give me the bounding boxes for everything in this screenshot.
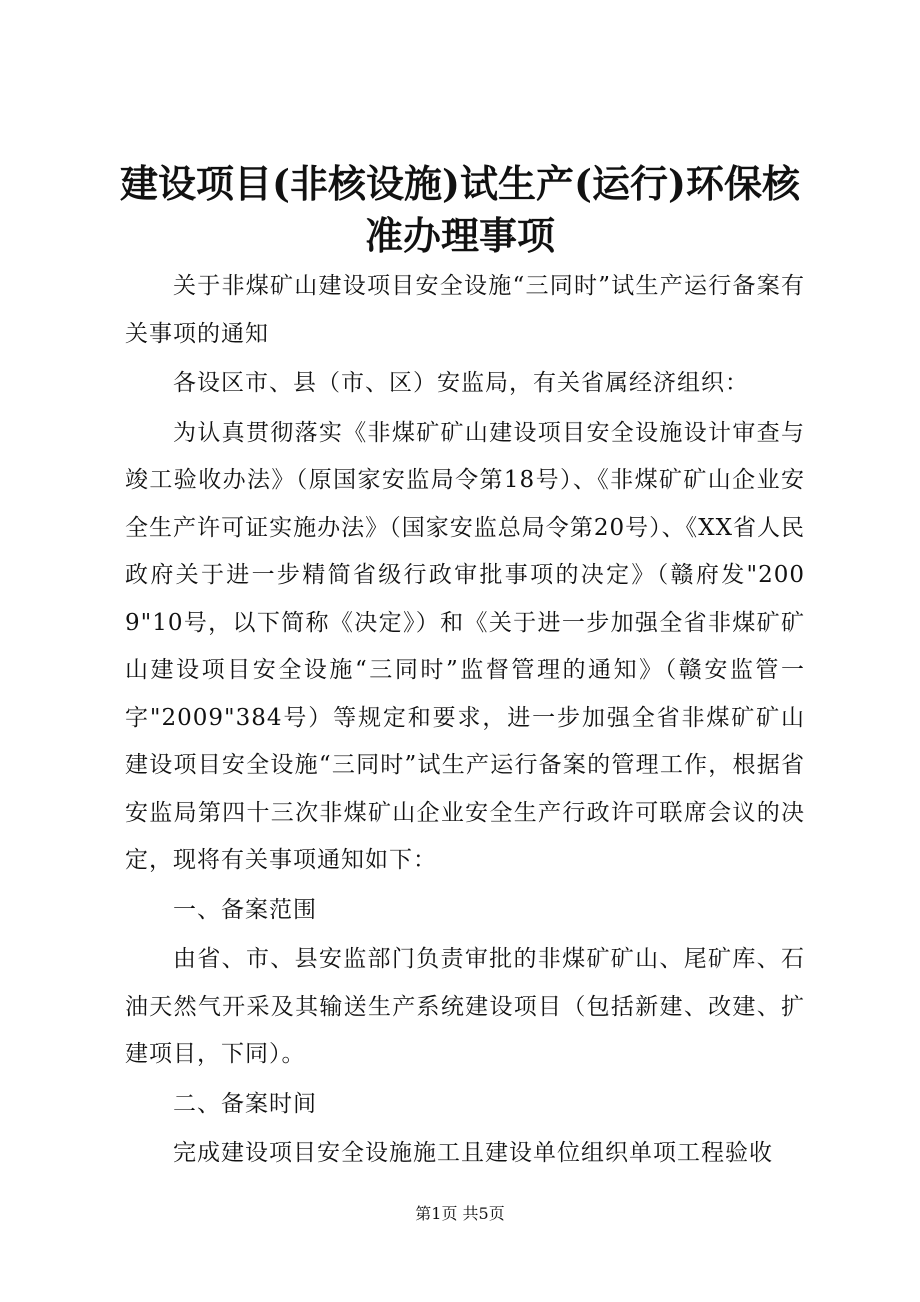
document-body [125,263,805,1180]
purpose-paragraph: 为认真贯彻落实《非煤矿矿山建设项目安全设施设计审查与竣工验收办法》（原国家安监局令第18号）、《非煤矿矿山企业安全生产许可证实施办法》（国家安监总局令第20号）、《XX省人民政府关于进一步精简省级行政审批事项的决定》（赣府发"2009"10号，以下简称《决定》）和《关于进一步加强全省非煤矿矿山建设项目安全设施“三同时”监督管理的通知》（赣安监管一字"2009"384号）等规定和要求，进一步加强全省非煤矿矿山建设项目安全设施“三同时”试生产运行备案的管理工作，根据省安监局第四十三次非煤矿山企业安全生产行政许可联席会议的决定，现将有关事项通知如下： [125,419,805,873]
scope-paragraph: 由省、市、县安监部门负责审批的非煤矿矿山、尾矿库、石油天然气开采及其输送生产系统建设项目（包括新建、改建、扩建项目，下同）。 [125,946,805,1067]
time-paragraph: 完成建设项目安全设施施工且建设单位组织单项工程验收 [173,1140,773,1166]
addressee-paragraph: 各设区市、县（市、区）安监局，有关省属经济组织： [173,370,749,396]
page-footer: 第1页 共5页 [415,1204,505,1223]
document-title: 建设项目(非核设施)试生产(运行)环保核准办理事项 [120,161,800,258]
section-heading-scope: 一、备案范围 [173,896,317,923]
notice-title-paragraph: 关于非煤矿山建设项目安全设施“三同时”试生产运行备案有关事项的通知 [125,273,805,347]
section-heading-time: 二、备案时间 [173,1090,317,1117]
